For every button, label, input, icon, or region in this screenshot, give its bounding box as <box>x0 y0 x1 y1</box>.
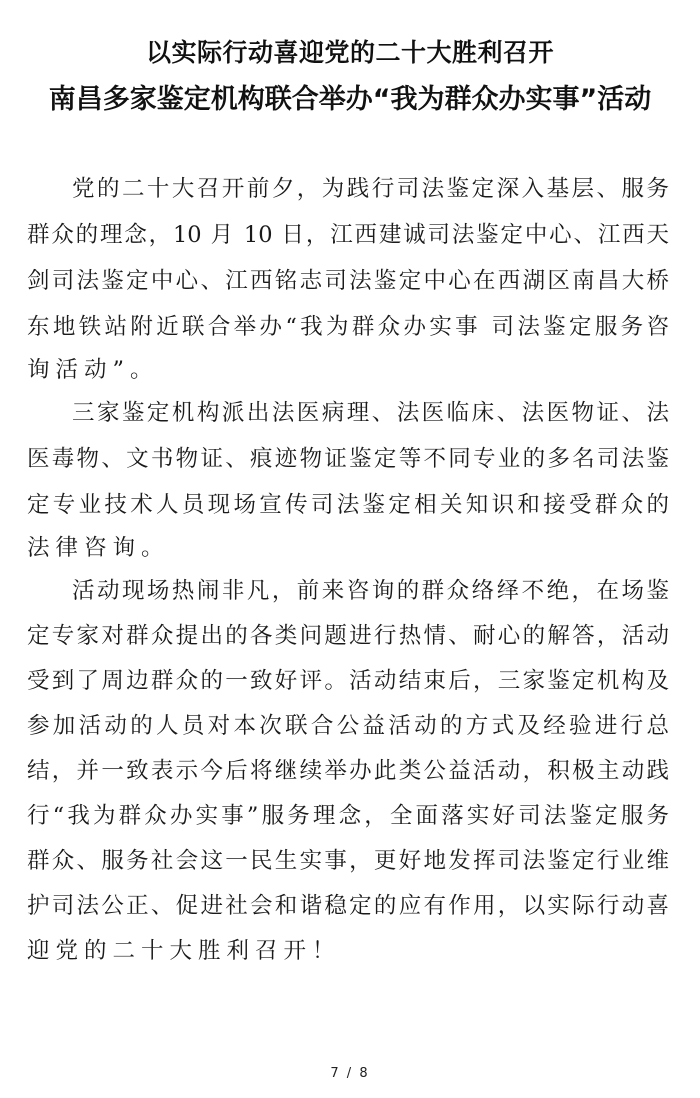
paragraph-line: 三家鉴定机构派出法医病理、法医临床、法医物证、法 <box>72 400 669 426</box>
paragraph-line: 行“我为群众办实事”服务理念，全面落实好司法鉴定服务 <box>27 803 669 829</box>
paragraph-line: 询活动”。 <box>27 357 159 383</box>
page-number: 7 / 8 <box>330 1066 370 1081</box>
paragraph-line: 参加活动的人员对本次联合公益活动的方式及经验进行总 <box>27 713 669 739</box>
paragraph-line: 群众、服务社会这一民生实事，更好地发挥司法鉴定行业维 <box>27 848 669 874</box>
paragraph-line: 法律咨询。 <box>27 535 170 561</box>
paragraph-line: 定专业技术人员现场宣传司法鉴定相关知识和接受群众的 <box>27 492 669 518</box>
paragraph-line: 剑司法鉴定中心、江西铭志司法鉴定中心在西湖区南昌大桥 <box>27 268 669 294</box>
paragraph-line: 群众的理念，10 月 10 日，江西建诚司法鉴定中心、江西天 <box>27 222 669 248</box>
paragraph-line: 护司法公正、促进社会和谐稳定的应有作用，以实际行动喜 <box>27 893 669 919</box>
paragraph-line: 东地铁站附近联合举办“我为群众办实事 司法鉴定服务咨 <box>27 314 669 340</box>
document-title-line-1: 以实际行动喜迎党的二十大胜利召开 <box>145 38 554 67</box>
paragraph-line: 活动现场热闹非凡，前来咨询的群众络绎不绝，在场鉴 <box>72 578 669 604</box>
paragraph-line: 医毒物、文书物证、痕迹物证鉴定等不同专业的多名司法鉴 <box>27 446 669 472</box>
document-title-line-2: 南昌多家鉴定机构联合举办“我为群众办实事”活动 <box>48 84 652 115</box>
paragraph-line: 迎党的二十大胜利召开！ <box>27 938 341 964</box>
paragraph-line: 受到了周边群众的一致好评。活动结束后，三家鉴定机构及 <box>27 668 669 694</box>
paragraph-line: 结，并一致表示今后将继续举办此类公益活动，积极主动践 <box>27 758 669 784</box>
paragraph-line: 党的二十大召开前夕，为践行司法鉴定深入基层、服务 <box>72 176 669 202</box>
paragraph-line: 定专家对群众提出的各类问题进行热情、耐心的解答，活动 <box>27 623 669 649</box>
